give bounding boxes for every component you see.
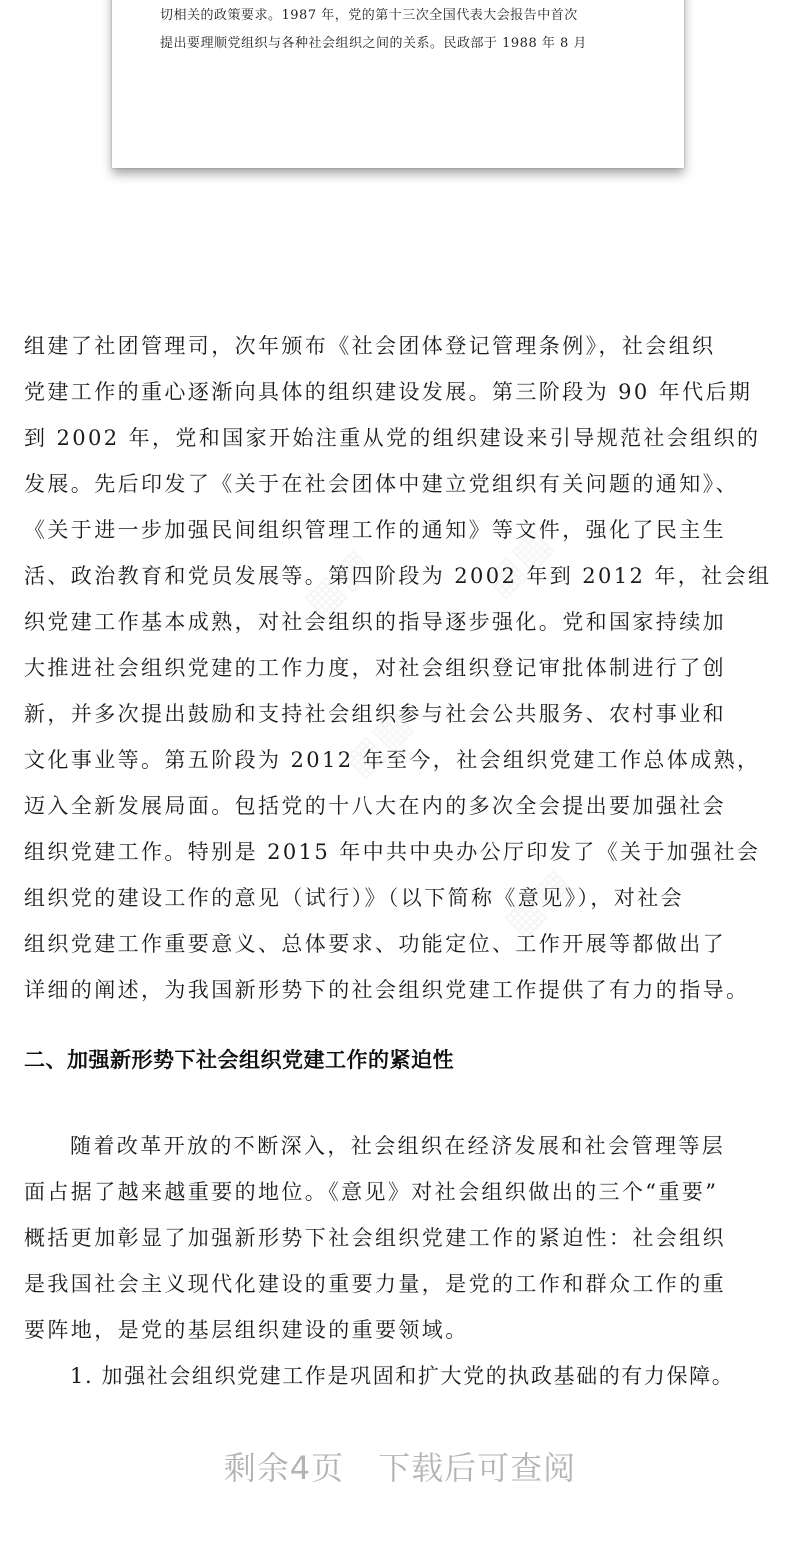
text-line: 随着改革开放的不断深入，社会组织在经济发展和社会管理等层 [70, 1134, 726, 1158]
text-line: 文化事业等。第五阶段为 2012 年至今，社会组织党建工作总体成熟， [24, 748, 761, 772]
text-line: 新，并多次提出鼓励和支持社会组织参与社会公共服务、农村事业和 [24, 702, 726, 726]
remaining-pages-label: 剩余4页 [223, 1449, 345, 1487]
text-line: 概括更加彰显了加强新形势下社会组织党建工作的紧迫性：社会组织 [24, 1226, 726, 1250]
text-line: 要阵地，是党的基层组织建设的重要领域。 [24, 1318, 469, 1342]
text-line: 组织党的建设工作的意见（试行）》（以下简称《意见》），对社会 [24, 886, 684, 910]
text-line: 大推进社会组织党建的工作力度，对社会组织登记审批体制进行了创 [24, 656, 726, 680]
text-line: 详细的阐述，为我国新形势下的社会组织党建工作提供了有力的指导。 [24, 978, 750, 1002]
preview-line: 提出要理顺党组织与各种社会组织之间的关系。民政部于 1988 年 8 月 [160, 36, 587, 51]
text-line: 发展。先后印发了《关于在社会团体中建立党组织有关问题的通知》、 [24, 472, 739, 496]
text-line: 组织党建工作重要意义、总体要求、功能定位、工作开展等都做出了 [24, 932, 726, 956]
text-line: 到 2002 年，党和国家开始注重从党的组织建设来引导规范社会组织的 [24, 426, 761, 450]
download-prompt-bar[interactable] [0, 1448, 800, 1488]
text-line: 织党建工作基本成熟，对社会组织的指导逐步强化。党和国家持续加 [24, 610, 726, 634]
text-line: 《关于进一步加强民间组织管理工作的通知》等文件，强化了民主生 [24, 518, 726, 542]
preview-line: 切相关的政策要求。1987 年，党的第十三次全国代表大会报告中首次 [160, 8, 578, 23]
text-line: 党建工作的重心逐渐向具体的组织建设发展。第三阶段为 90 年代后期 [24, 380, 753, 404]
text-line: 迈入全新发展局面。包括党的十八大在内的多次全会提出要加强社会 [24, 794, 726, 818]
text-line: 组织党建工作。特别是 2015 年中共中央办公厅印发了《关于加强社会 [24, 840, 761, 864]
text-line: 是我国社会主义现代化建设的重要力量，是党的工作和群众工作的重 [24, 1272, 726, 1296]
download-to-view-label: 下载后可查阅 [378, 1449, 577, 1487]
section-heading: 二、加强新形势下社会组织党建工作的紧迫性 [24, 1048, 454, 1072]
text-line: 活、政治教育和党员发展等。第四阶段为 2002 年到 2012 年，社会组 [24, 564, 772, 588]
numbered-point: 1. 加强社会组织党建工作是巩固和扩大党的执政基础的有力保障。 [70, 1364, 735, 1388]
text-line: 组建了社团管理司，次年颁布《社会团体登记管理条例》，社会组织 [24, 334, 716, 358]
text-line: 面占据了越来越重要的地位。《意见》对社会组织做出的三个“重要” [24, 1180, 719, 1204]
document-preview-card [112, 0, 684, 168]
